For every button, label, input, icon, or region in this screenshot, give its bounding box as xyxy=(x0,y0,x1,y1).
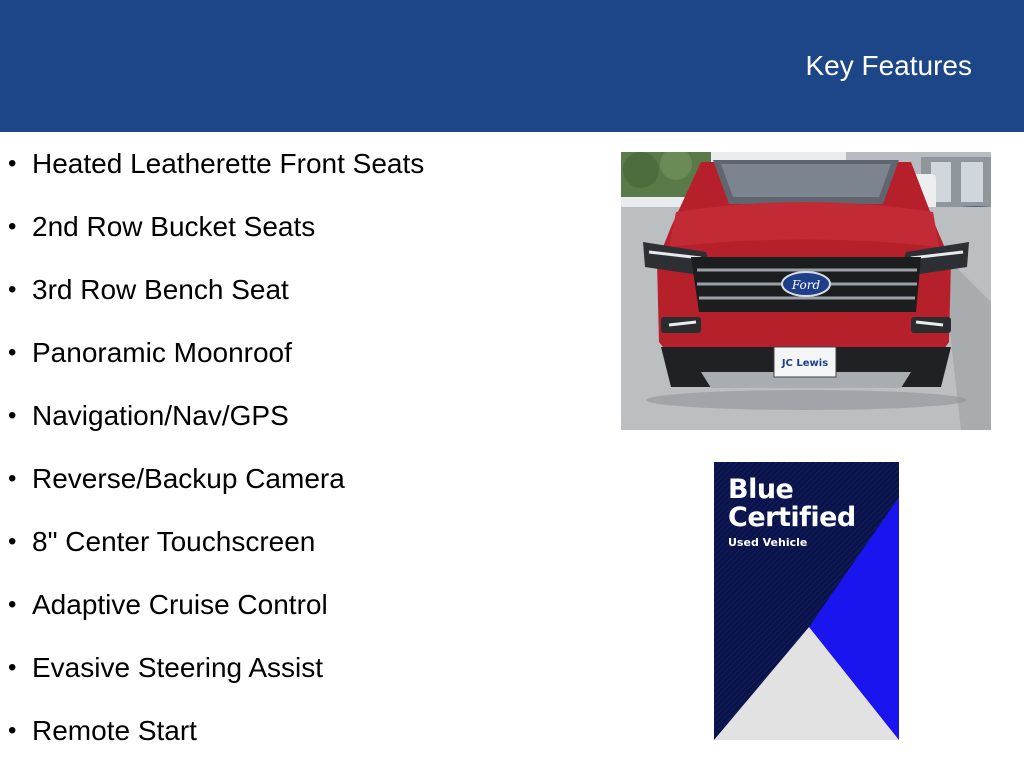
feature-item xyxy=(0,699,600,762)
bullet-icon: • xyxy=(8,150,17,177)
bullet-icon: • xyxy=(8,213,17,240)
bullet-icon: • xyxy=(8,402,17,429)
feature-label: Remote Start xyxy=(32,715,197,746)
badge-title-line1: Blue xyxy=(728,474,794,505)
feature-item xyxy=(0,573,600,636)
bullet-icon: • xyxy=(8,654,17,681)
grille-badge-text: Ford xyxy=(791,278,821,292)
bullet-icon: • xyxy=(8,465,17,492)
red-suv-image xyxy=(621,152,991,430)
bullet-icon: • xyxy=(8,528,17,555)
bullet-icon: • xyxy=(8,591,17,618)
feature-list xyxy=(0,132,600,762)
feature-label: Panoramic Moonroof xyxy=(32,337,292,368)
bullet-icon: • xyxy=(8,339,17,366)
feature-item xyxy=(0,636,600,699)
feature-label: Evasive Steering Assist xyxy=(32,652,324,683)
feature-label: 2nd Row Bucket Seats xyxy=(32,211,316,242)
page-title: Key Features xyxy=(805,50,972,81)
bullet-icon: • xyxy=(8,717,17,744)
plate-text: JC Lewis xyxy=(781,358,829,369)
feature-item xyxy=(0,510,600,573)
feature-label: 8" Center Touchscreen xyxy=(32,526,316,557)
feature-item xyxy=(0,447,600,510)
vehicle-photo xyxy=(621,152,991,430)
blue-certified-badge xyxy=(714,462,899,740)
feature-item xyxy=(0,132,600,195)
feature-label: 3rd Row Bench Seat xyxy=(32,274,289,305)
feature-item xyxy=(0,195,600,258)
badge-title-line2: Certified xyxy=(728,502,856,533)
header-banner xyxy=(0,0,1024,132)
feature-item xyxy=(0,258,600,321)
badge-subtitle: Used Vehicle xyxy=(728,536,808,549)
bullet-icon: • xyxy=(8,276,17,303)
feature-item xyxy=(0,321,600,384)
feature-item xyxy=(0,384,600,447)
feature-label: Heated Leatherette Front Seats xyxy=(32,148,425,179)
feature-label: Reverse/Backup Camera xyxy=(32,463,345,494)
feature-label: Navigation/Nav/GPS xyxy=(32,400,289,431)
feature-label: Adaptive Cruise Control xyxy=(32,589,328,620)
